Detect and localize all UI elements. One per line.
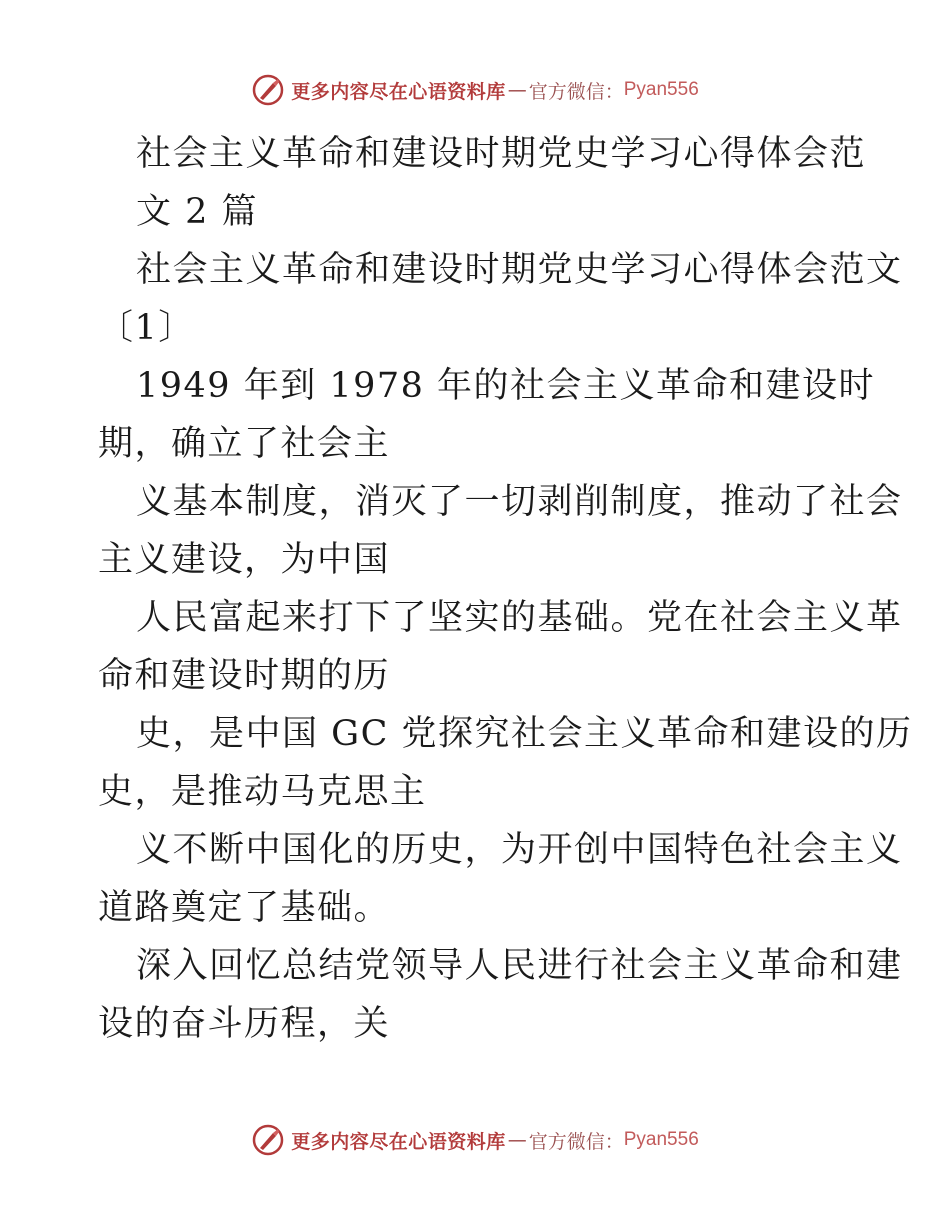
paragraph-line: 道路奠定了基础。 bbox=[98, 888, 391, 928]
footer-watermark-banner bbox=[0, 1120, 950, 1160]
header-watermark-banner bbox=[0, 70, 950, 110]
paragraph-line: 1949 年到 1978 年的社会主义革命和建设时 bbox=[136, 366, 876, 406]
paragraph-line: 期，确立了社会主 bbox=[98, 424, 391, 464]
banner-brand-text: 更多内容尽在心语资料库 bbox=[291, 80, 506, 103]
paragraph-line: 深入回忆总结党领导人民进行社会主义革命和建 bbox=[136, 946, 903, 986]
document-body bbox=[98, 125, 913, 1053]
document-title-line-1: 社会主义革命和建设时期党史学习心得体会范 bbox=[136, 134, 867, 174]
paragraph-line: 人民富起来打下了坚实的基础。党在社会主义革 bbox=[136, 598, 903, 638]
document-title-line-2: 文 2 篇 bbox=[136, 192, 259, 232]
paragraph-line: 史，是中国 GC 党探究社会主义革命和建设的历 bbox=[136, 714, 913, 754]
paragraph-line: 设的奋斗历程，关 bbox=[98, 1004, 391, 1044]
quill-logo-icon bbox=[251, 1123, 285, 1157]
banner-wechat-handle: Pyan556 bbox=[623, 1129, 699, 1150]
paragraph-line: 义基本制度，消灭了一切剥削制度，推动了社会 bbox=[136, 482, 903, 522]
paragraph-line: 史，是推动马克思主 bbox=[98, 772, 427, 812]
banner-wechat-label: 官方微信： bbox=[528, 80, 624, 103]
paragraph-line: 社会主义革命和建设时期党史学习心得体会范文 bbox=[136, 250, 903, 290]
paragraph-line: 主义建设，为中国 bbox=[98, 540, 391, 580]
paragraph-line: 命和建设时期的历 bbox=[98, 656, 391, 696]
banner-brand-text: 更多内容尽在心语资料库 bbox=[291, 1130, 506, 1153]
banner-wechat-label: 官方微信： bbox=[528, 1130, 624, 1153]
paragraph-line: 义不断中国化的历史，为开创中国特色社会主义 bbox=[136, 830, 903, 870]
paragraph-line: 〔1〕 bbox=[98, 308, 195, 348]
banner-separator: — bbox=[507, 1129, 527, 1151]
banner-separator: — bbox=[507, 79, 527, 101]
quill-logo-icon bbox=[251, 73, 285, 107]
banner-wechat-handle: Pyan556 bbox=[623, 79, 699, 100]
